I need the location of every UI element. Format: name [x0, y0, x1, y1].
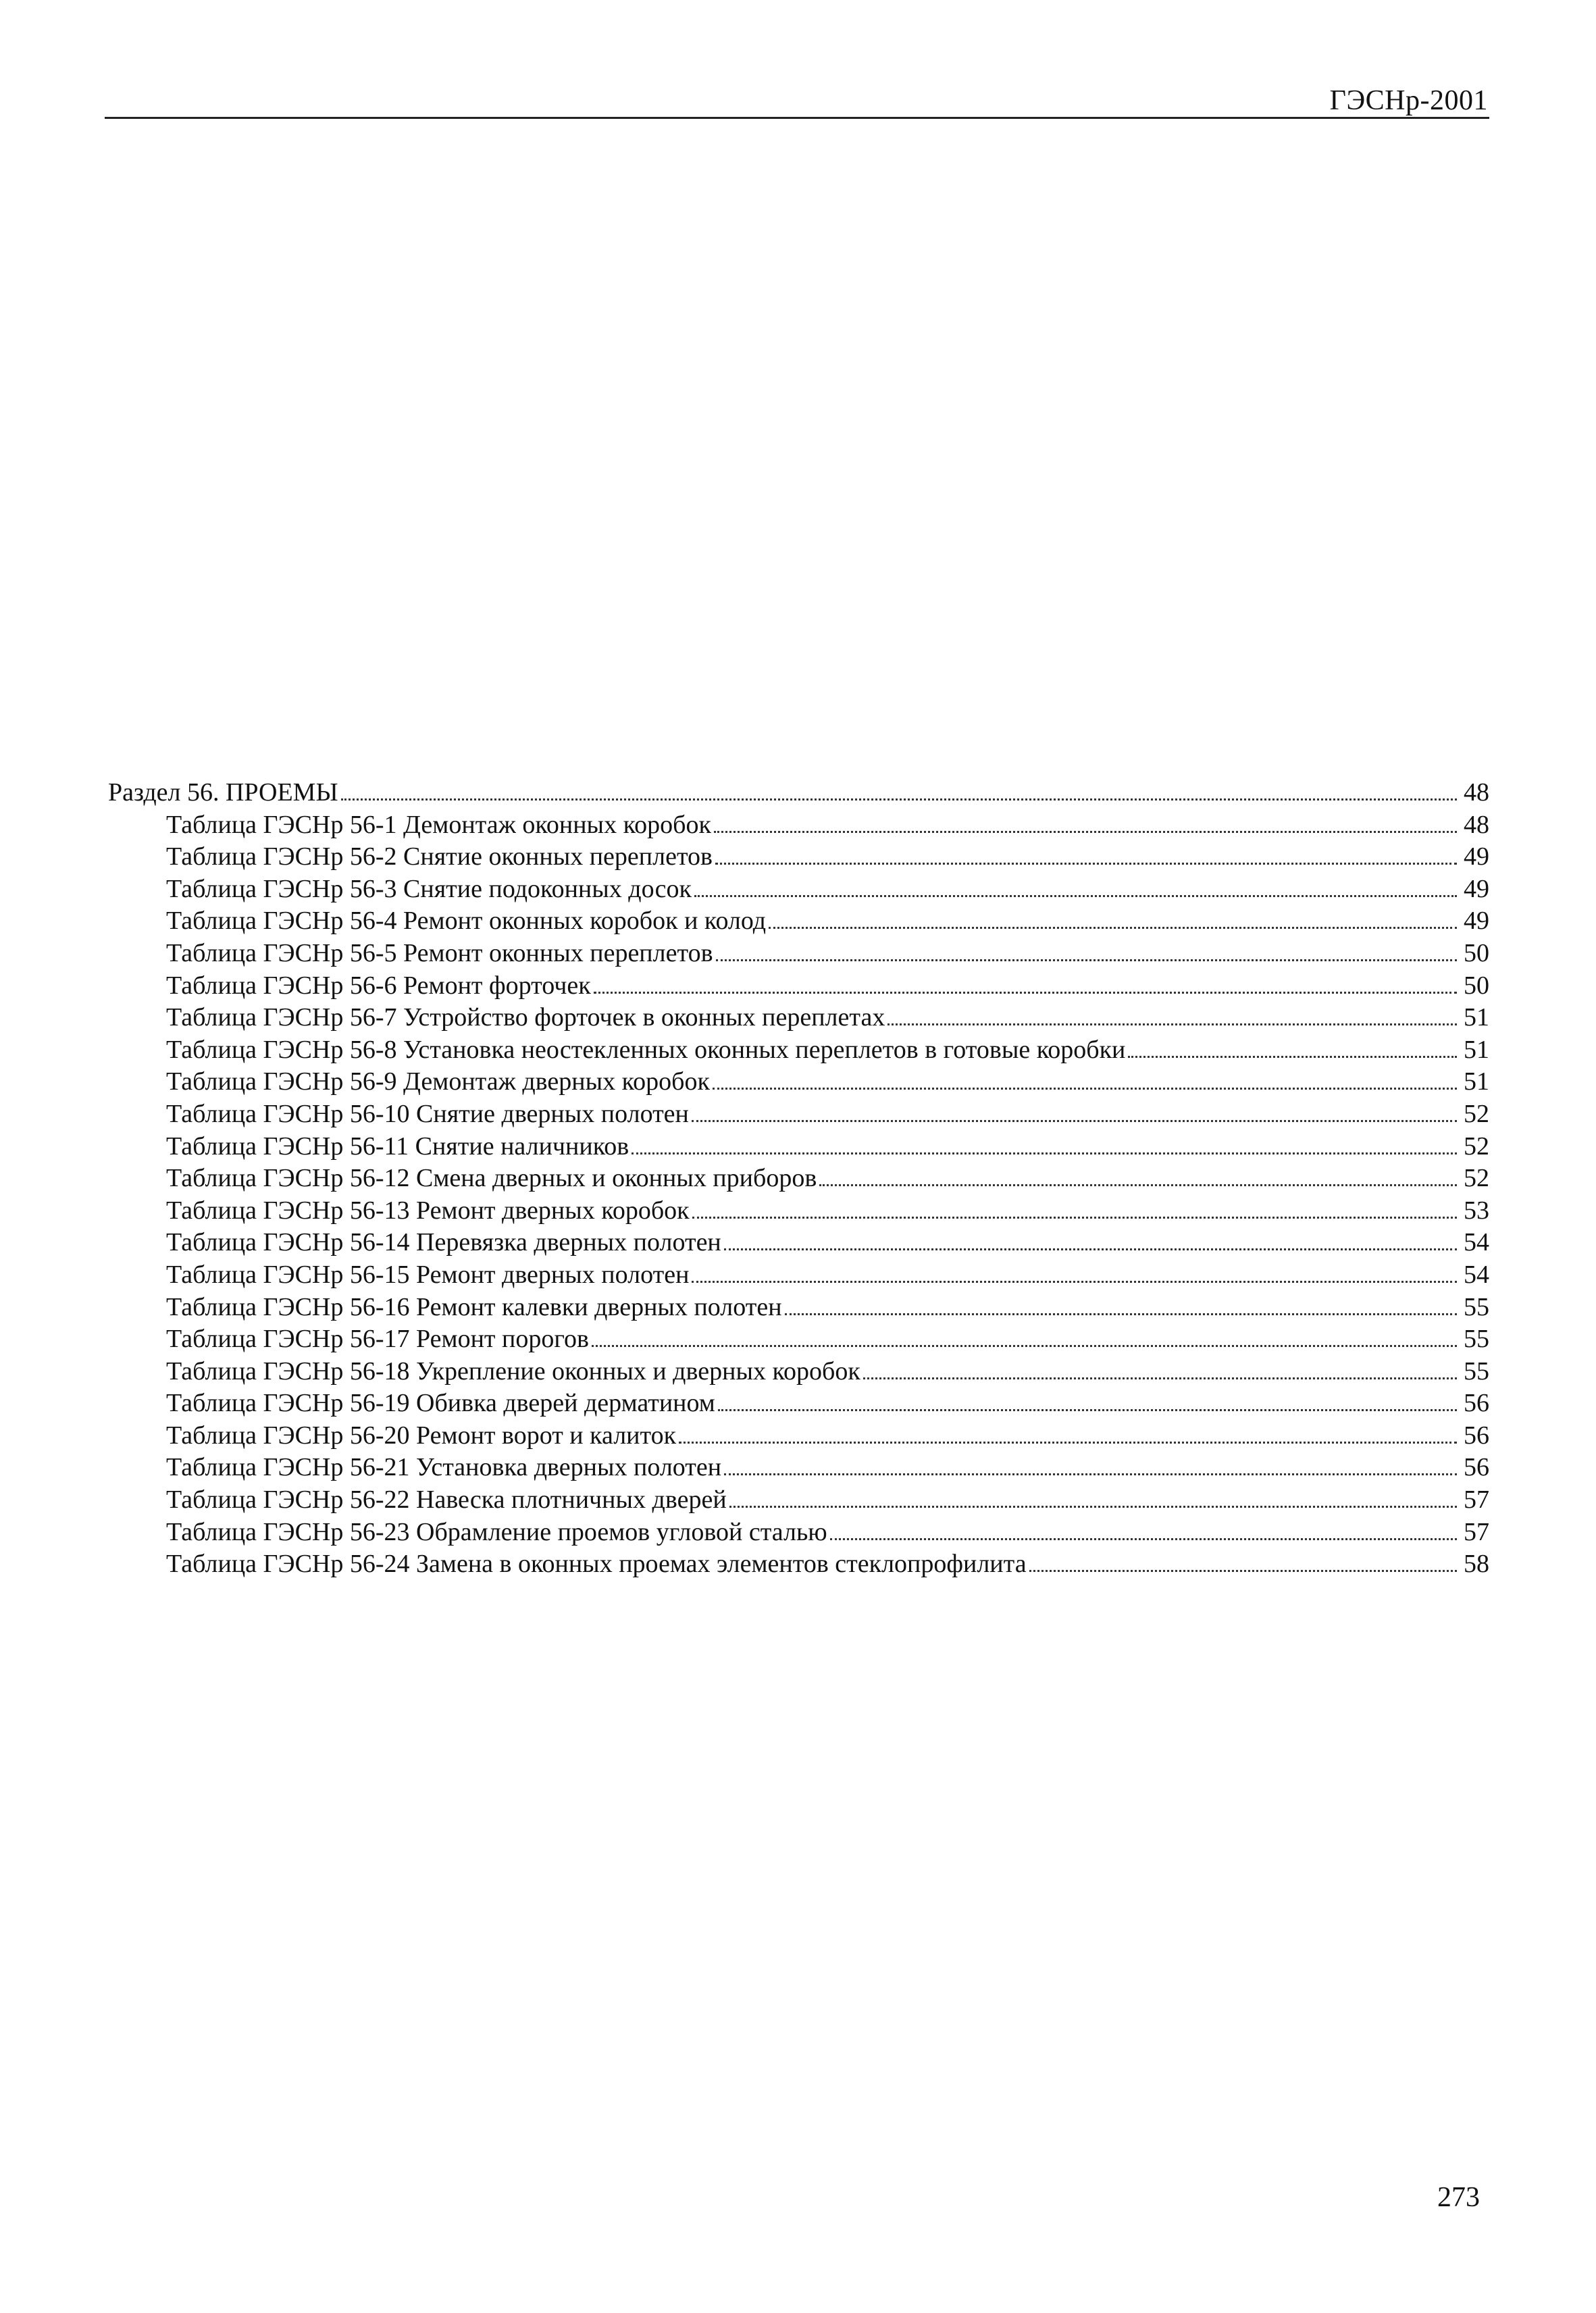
toc-leader-dots: [715, 863, 1457, 865]
toc-entry-page: 52: [1464, 1132, 1489, 1161]
toc-entry-page: 58: [1464, 1550, 1489, 1579]
toc-entry-page: 51: [1464, 1003, 1489, 1032]
toc-leader-dots: [713, 1088, 1457, 1090]
toc-entry-label: Таблица ГЭСНр 56-6 Ремонт форточек: [166, 971, 591, 1000]
toc-entry-label: Таблица ГЭСНр 56-16 Ремонт калевки дверных полотен: [166, 1292, 782, 1321]
toc-leader-dots: [692, 1281, 1457, 1283]
toc-entry-page: 57: [1464, 1517, 1489, 1546]
toc-leader-dots: [716, 959, 1457, 961]
toc-entry-label: Таблица ГЭСНр 56-7 Устройство форточек в оконных переплетах: [166, 1003, 885, 1032]
toc-leader-dots: [594, 992, 1457, 994]
toc-section-page: 48: [1464, 778, 1489, 807]
toc-entry-row: [108, 1227, 1489, 1259]
toc-leader-dots: [887, 1023, 1457, 1025]
toc-entry-page: 51: [1464, 1067, 1489, 1096]
toc-entry-page: 49: [1464, 842, 1489, 871]
toc-leader-dots: [714, 831, 1457, 833]
toc-leader-dots: [863, 1377, 1457, 1379]
toc-entry-row: [108, 970, 1489, 1002]
toc-entry-label: Таблица ГЭСНр 56-9 Демонтаж дверных коробок: [166, 1067, 710, 1096]
toc-leader-dots: [769, 927, 1457, 929]
toc-entry-label: Таблица ГЭСНр 56-4 Ремонт оконных коробок и колод: [166, 907, 767, 936]
toc-entry-row: [108, 1420, 1489, 1452]
toc-entry-page: 54: [1464, 1228, 1489, 1257]
toc-entry-label: Таблица ГЭСНр 56-2 Снятие оконных переплетов: [166, 842, 713, 871]
table-of-contents: [108, 777, 1489, 1581]
toc-entry-label: Таблица ГЭСНр 56-17 Ремонт порогов: [166, 1325, 589, 1354]
toc-entry-page: 50: [1464, 938, 1489, 967]
toc-entry-page: 49: [1464, 907, 1489, 936]
toc-entry-label: Таблица ГЭСНр 56-19 Обивка дверей дерматином: [166, 1389, 715, 1418]
toc-entry-label: Таблица ГЭСНр 56-23 Обрамление проемов угловой сталью: [166, 1517, 827, 1546]
toc-entry-row: [108, 1002, 1489, 1034]
toc-entry-label: Таблица ГЭСНр 56-20 Ремонт ворот и калиток: [166, 1421, 677, 1450]
toc-leader-dots: [592, 1345, 1457, 1347]
toc-leader-dots: [341, 798, 1457, 800]
toc-leader-dots: [724, 1473, 1457, 1475]
toc-entry-label: Таблица ГЭСНр 56-24 Замена в оконных проемах элементов стеклопрофилита: [166, 1550, 1027, 1579]
toc-entry-row: [108, 1356, 1489, 1388]
toc-entry-row: [108, 1452, 1489, 1484]
toc-leader-dots: [718, 1409, 1457, 1411]
toc-entry-label: Таблица ГЭСНр 56-22 Навеска плотничных дверей: [166, 1485, 727, 1515]
toc-leader-dots: [830, 1538, 1457, 1540]
toc-entry-row: [108, 905, 1489, 938]
toc-leader-dots: [692, 1217, 1457, 1219]
toc-leader-dots: [724, 1248, 1457, 1250]
toc-entry-page: 55: [1464, 1292, 1489, 1321]
toc-entry-label: Таблица ГЭСНр 56-13 Ремонт дверных коробок: [166, 1196, 690, 1225]
toc-entry-page: 56: [1464, 1453, 1489, 1482]
toc-entry-row: [108, 841, 1489, 873]
toc-entry-row: [108, 1195, 1489, 1227]
toc-section-row: [108, 777, 1489, 809]
toc-leader-dots: [729, 1506, 1457, 1508]
toc-entry-page: 48: [1464, 810, 1489, 839]
toc-entry-page: 53: [1464, 1196, 1489, 1225]
toc-entry-row: [108, 1388, 1489, 1420]
toc-leader-dots: [692, 1120, 1457, 1122]
toc-entry-row: [108, 1484, 1489, 1517]
toc-entry-page: 55: [1464, 1325, 1489, 1354]
toc-leader-dots: [694, 895, 1457, 897]
toc-entry-page: 55: [1464, 1356, 1489, 1386]
toc-entry-row: [108, 938, 1489, 970]
toc-entry-row: [108, 1163, 1489, 1195]
toc-entry-row: [108, 1098, 1489, 1131]
toc-leader-dots: [1128, 1056, 1457, 1058]
toc-entry-page: 54: [1464, 1260, 1489, 1289]
toc-entry-page: 52: [1464, 1099, 1489, 1128]
toc-section-label: Раздел 56. ПРОЕМЫ: [108, 778, 338, 807]
toc-entry-label: Таблица ГЭСНр 56-3 Снятие подоконных досок: [166, 874, 692, 903]
toc-entry-label: Таблица ГЭСНр 56-21 Установка дверных полотен: [166, 1453, 722, 1482]
toc-entry-row: [108, 809, 1489, 842]
toc-entries-list: [108, 809, 1489, 1581]
toc-entry-row: [108, 1548, 1489, 1581]
toc-entry-label: Таблица ГЭСНр 56-10 Снятие дверных полотен: [166, 1099, 689, 1128]
toc-leader-dots: [679, 1442, 1457, 1444]
toc-entry-label: Таблица ГЭСНр 56-14 Перевязка дверных полотен: [166, 1228, 721, 1257]
page-number: 273: [1437, 2182, 1480, 2213]
toc-entry-label: Таблица ГЭСНр 56-12 Смена дверных и оконных приборов: [166, 1164, 817, 1193]
document-code: ГЭСНр-2001: [1329, 85, 1488, 116]
toc-entry-page: 52: [1464, 1164, 1489, 1193]
toc-leader-dots: [819, 1184, 1457, 1186]
toc-leader-dots: [1029, 1570, 1457, 1572]
toc-leader-dots: [785, 1313, 1457, 1315]
toc-entry-row: [108, 873, 1489, 906]
toc-entry-row: [108, 1034, 1489, 1067]
toc-entry-page: 57: [1464, 1485, 1489, 1515]
toc-entry-label: Таблица ГЭСНр 56-15 Ремонт дверных полотен: [166, 1260, 690, 1289]
toc-entry-label: Таблица ГЭСНр 56-1 Демонтаж оконных коробок: [166, 810, 711, 839]
toc-entry-page: 51: [1464, 1035, 1489, 1064]
toc-entry-row: [108, 1066, 1489, 1098]
toc-entry-row: [108, 1517, 1489, 1549]
toc-entry-row: [108, 1323, 1489, 1356]
header-divider: [105, 117, 1489, 119]
toc-entry-row: [108, 1292, 1489, 1324]
toc-entry-page: 56: [1464, 1421, 1489, 1450]
toc-entry-label: Таблица ГЭСНр 56-18 Укрепление оконных и дверных коробок: [166, 1356, 860, 1386]
toc-leader-dots: [632, 1152, 1457, 1154]
toc-entry-row: [108, 1131, 1489, 1163]
toc-entry-page: 49: [1464, 874, 1489, 903]
toc-entry-row: [108, 1259, 1489, 1292]
toc-entry-label: Таблица ГЭСНр 56-5 Ремонт оконных переплетов: [166, 938, 713, 967]
toc-entry-page: 56: [1464, 1389, 1489, 1418]
toc-entry-page: 50: [1464, 971, 1489, 1000]
toc-entry-label: Таблица ГЭСНр 56-8 Установка неостекленных оконных переплетов в готовые коробки: [166, 1035, 1126, 1064]
toc-entry-label: Таблица ГЭСНр 56-11 Снятие наличников: [166, 1132, 629, 1161]
